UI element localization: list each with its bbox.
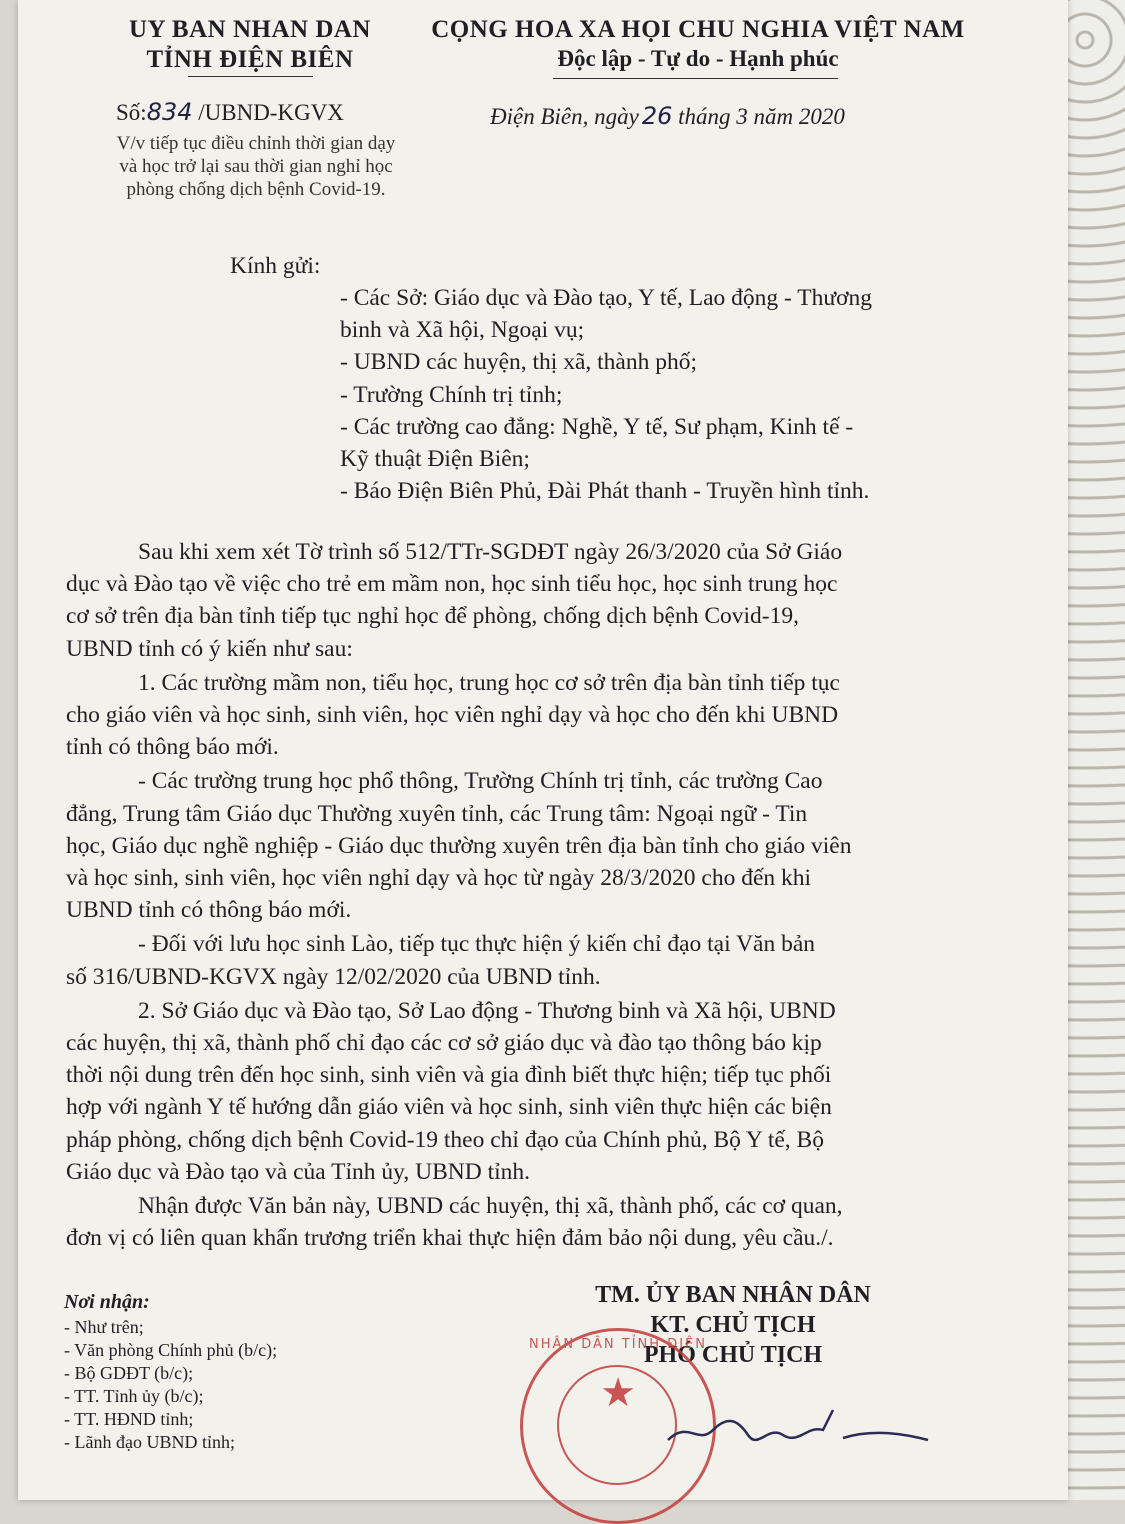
agency-name-line1: UY BAN NHAN DAN [129, 16, 371, 43]
distribution-item: - Lãnh đạo UBND tỉnh; [64, 1432, 235, 1452]
body-line: cho giáo viên và học sinh, sinh viên, học viên nghỉ dạy và học cho đến khi UBND [66, 702, 839, 729]
seal-text: NHÂN DÂN TỈNH ĐIỆN [528, 1337, 708, 1352]
date-day: 26 [641, 102, 673, 130]
body-line: thời nội dung trên đến học sinh, sinh viên và gia đình biết thực hiện; tiếp tục phối [66, 1062, 832, 1089]
recipient-line: Kỹ thuật Điện Biên; [340, 446, 530, 473]
body-line: - Các trường trung học phổ thông, Trường Chính trị tỉnh, các trường Cao [138, 768, 823, 795]
recipient-line: - Các Sở: Giáo dục và Đào tạo, Y tế, Lao động - Thương [340, 285, 873, 311]
date-suffix: tháng 3 năm 2020 [672, 104, 845, 129]
nation-motto: Độc lập - Tự do - Hạnh phúc [557, 46, 839, 71]
handwritten-signature [658, 1400, 938, 1460]
body-line: số 316/UBND-KGVX ngày 12/02/2020 của UBND tỉnh. [66, 963, 601, 990]
body-line: các huyện, thị xã, thành phố chỉ đạo các cơ sở giáo dục và đào tạo thông báo kịp [66, 1030, 822, 1057]
number-prefix: Số: [116, 100, 147, 125]
recipient-line: - UBND các huyện, thị xã, thành phố; [340, 349, 697, 376]
agency-underline [188, 76, 313, 77]
distribution-block [64, 1288, 277, 1454]
date-prefix: Điện Biên, ngày [490, 104, 639, 129]
star-icon: ★ [600, 1370, 636, 1415]
distribution-item: - TT. Tỉnh ủy (b/c); [64, 1386, 204, 1406]
body-line: tỉnh có thông báo mới. [66, 734, 279, 761]
body-line: Sau khi xem xét Tờ trình số 512/TTr-SGDĐT ngày 26/3/2020 của Sở Giáo [138, 539, 843, 565]
number-suffix: /UBND-KGVX [192, 100, 344, 125]
body-line: đẳng, Trung tâm Giáo dục Thường xuyên tỉnh, các Trung tâm: Ngoại ngữ - Tin [66, 800, 808, 827]
body-line: 1. Các trường mầm non, tiểu học, trung học cơ sở trên địa bàn tỉnh tiếp tục [138, 669, 840, 696]
signature-title-line2: KT. CHỦ TỊCH [650, 1312, 816, 1338]
body-line: dục và Đào tạo về việc cho trẻ em mầm non, học sinh tiểu học, học sinh trung học [66, 571, 838, 598]
recipient-line: - Trường Chính trị tỉnh; [340, 381, 563, 408]
body-line: UBND tỉnh có ý kiến như sau: [66, 635, 353, 662]
body-line: Giáo dục và Đào tạo và của Tỉnh ủy, UBND tỉnh. [66, 1158, 531, 1185]
distribution-item: - Văn phòng Chính phủ (b/c); [64, 1340, 278, 1360]
body-line: cơ sở trên địa bàn tỉnh tiếp tục nghỉ học để phòng, chống dịch bệnh Covid-19, [66, 603, 799, 630]
distribution-item: - Bộ GDĐT (b/c); [64, 1363, 194, 1383]
body-text [66, 536, 1026, 1254]
agency-name-line2: TỈNH ĐIỆN BIÊN [146, 46, 354, 73]
distribution-item: - TT. HĐND tỉnh; [64, 1409, 194, 1429]
body-line: và học sinh, sinh viên, học viên nghỉ dạy và học từ ngày 28/3/2020 cho đến khi [66, 865, 812, 892]
nation-title: CỌNG HOA XA HỌI CHU NGHIA VIỆT NAM [431, 16, 965, 43]
body-line: học, Giáo dục nghề nghiệp - Giáo dục thường xuyên trên địa bàn tỉnh cho giáo viên [66, 832, 852, 859]
motto-underline [553, 78, 838, 79]
signature-title-line1: TM. ỦY BAN NHÂN DÂN [595, 1282, 871, 1308]
body-line: pháp phòng, chống dịch bệnh Covid-19 theo chỉ đạo của Chính phủ, Bộ Y tế, Bộ [66, 1126, 824, 1153]
body-line: Nhận được Văn bản này, UBND các huyện, thị xã, thành phố, các cơ quan, [138, 1193, 843, 1220]
signature-title-line3: PHÓ CHỦ TỊCH [643, 1342, 823, 1368]
body-line: đơn vị có liên quan khẩn trương triển khai thực hiện đảm bảo nội dung, yêu cầu./. [66, 1225, 834, 1252]
recipients-label: Kính gửi: [230, 253, 321, 279]
document-page [18, 0, 1068, 1500]
recipient-line: binh và Xã hội, Ngoại vụ; [340, 317, 585, 344]
subject-line: phòng chống dịch bệnh Covid-19. [126, 179, 386, 200]
subject-line: và học trở lại sau thời gian nghỉ học [119, 156, 393, 177]
body-line: - Đối với lưu học sinh Lào, tiếp tục thực hiện ý kiến chỉ đạo tại Văn bản [138, 931, 816, 958]
recipients-list [340, 282, 970, 507]
document-number [116, 98, 344, 126]
body-line: 2. Sở Giáo dục và Đào tạo, Sở Lao động - Thương binh và Xã hội, UBND [138, 997, 836, 1024]
number-handwritten: 834 [146, 98, 193, 126]
recipient-line: - Các trường cao đẳng: Nghề, Y tế, Sư phạm, Kinh tế - [340, 413, 854, 440]
subject-line: V/v tiếp tục điều chỉnh thời gian dạy [116, 133, 396, 154]
body-line: hợp với ngành Y tế hướng dẫn giáo viên và học sinh, sinh viên thực hiện các biện [66, 1094, 832, 1121]
subject-block [56, 132, 456, 201]
distribution-label: Nơi nhận: [64, 1291, 150, 1313]
body-line: UBND tỉnh có thông báo mới. [66, 897, 352, 924]
place-date [490, 102, 845, 130]
recipient-line: - Báo Điện Biên Phủ, Đài Phát thanh - Truyền hình tỉnh. [340, 478, 870, 505]
distribution-item: - Như trên; [64, 1317, 144, 1337]
